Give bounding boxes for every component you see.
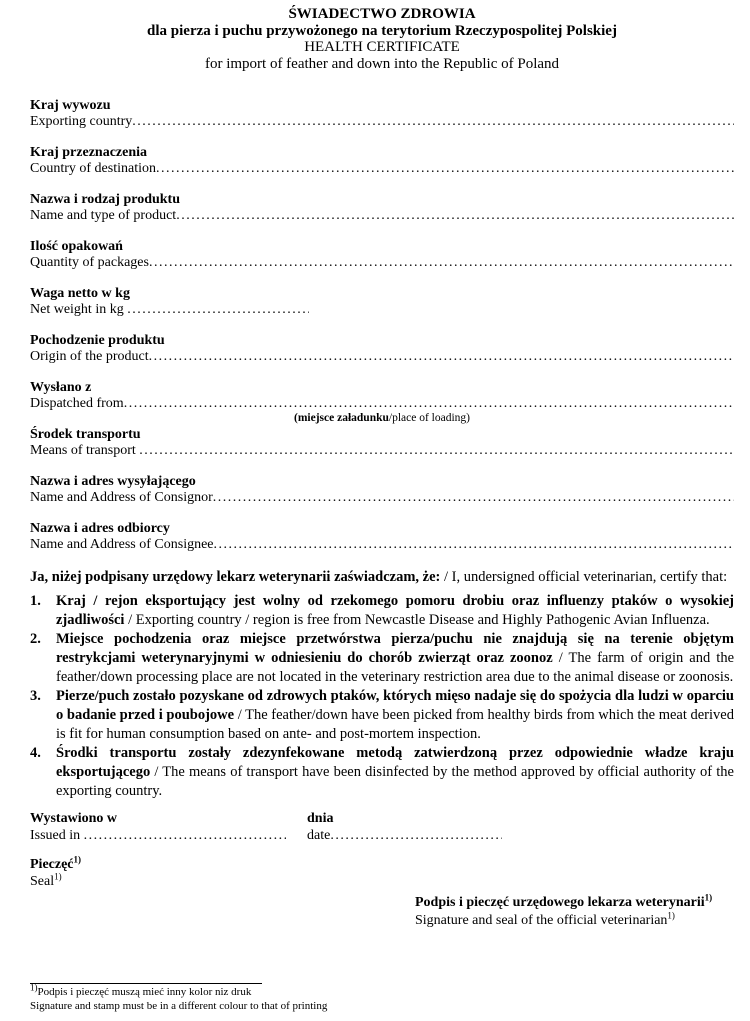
signature-block <box>415 894 734 929</box>
footnote-text-pl: $^{1)}$Podpis i pieczęć muszą mieć inny kolor niz druk <box>30 982 252 998</box>
certification-item-4 <box>30 744 734 801</box>
item-number: 4. <box>30 745 41 761</box>
field-label-pl: Nazwa i rodzaj produktu <box>30 192 181 207</box>
field-quantity-of-packages <box>30 239 734 271</box>
issued-in-label-en: Issued in <box>30 828 84 843</box>
date-block <box>307 810 734 844</box>
veterinarian-declaration: Ja, niżej podpisany urzędowy lekarz weterynarii zaświadczam, że: / I, undersigned official veterinarian, certify that: <box>30 569 728 585</box>
field-net-weight <box>30 286 734 318</box>
field-label-pl: Środek transportu <box>30 427 141 442</box>
field-consignor <box>30 474 734 506</box>
item-text: Miejsce pochodzenia oraz miejsce przetwórstwa pierza/puchu nie znajdują się na terenie objętym restrykcjami weterynaryjnymi w odniesieniu do chorób zwierząt oraz zoonoz / The farm of origin and the feather/down processing place are not located in the veterinary restriction area due to the animal disease or zoonosis. <box>56 631 735 685</box>
consignor-line[interactable] <box>213 490 734 506</box>
item-number: 3. <box>30 688 41 704</box>
quantity-of-packages-line[interactable] <box>149 255 734 271</box>
field-label-pl: Kraj przeznaczenia <box>30 145 148 160</box>
footnote-rule <box>30 983 262 984</box>
field-label-pl: Nazwa i adres odbiorcy <box>30 521 170 536</box>
field-label-pl: Nazwa i adres wysyłającego <box>30 474 196 489</box>
document-title <box>30 6 734 72</box>
footnote <box>30 983 327 1013</box>
field-label-en: Name and Address of Consignor <box>30 490 213 505</box>
footnote-marker: 1) <box>30 982 38 993</box>
field-label-pl: Waga netto w kg <box>30 286 130 301</box>
field-label-en: Means of transport <box>30 443 140 458</box>
item-number: 2. <box>30 631 41 647</box>
country-of-destination-line[interactable] <box>156 161 734 177</box>
field-label-pl: Kraj wywozu <box>30 98 111 113</box>
subtitle-polish: dla pierza i puchu przywożonego na terytorium Rzeczypospolitej Polskiej <box>147 22 617 39</box>
footnote-ref: 1) <box>667 909 675 920</box>
field-label-en: Net weight in kg <box>30 302 128 317</box>
field-label-en: Dispatched from <box>30 396 124 411</box>
field-label-pl: Wysłano z <box>30 380 92 395</box>
date-label-en: date <box>307 828 331 843</box>
certification-list <box>30 592 734 801</box>
field-product-origin <box>30 333 734 365</box>
field-label-en: Origin of the product <box>30 349 149 364</box>
issued-block <box>30 810 734 844</box>
issued-in-line[interactable] <box>84 827 286 844</box>
exporting-country-line[interactable] <box>132 114 734 130</box>
certification-item-1 <box>30 592 734 630</box>
product-origin-line[interactable] <box>149 349 734 365</box>
footnote-ref: 1) <box>704 892 713 903</box>
date-label-pl: dnia <box>307 811 334 826</box>
date-line[interactable] <box>330 827 502 844</box>
field-label-en: Name and type of product <box>30 208 177 223</box>
item-number: 1. <box>30 593 41 609</box>
footnote-text-en: Signature and stamp must be in a different colour to that of printing <box>30 999 328 1012</box>
seal-block <box>30 856 734 890</box>
issued-in-block <box>30 810 307 844</box>
consignee-line[interactable] <box>214 537 734 553</box>
field-country-of-destination <box>30 145 734 177</box>
field-label-pl: Ilość opakowań <box>30 239 123 254</box>
issued-in-label-pl: Wystawiono w <box>30 811 117 826</box>
field-product-name-type <box>30 192 734 224</box>
title-english: HEALTH CERTIFICATE <box>304 39 460 55</box>
item-text: Pierze/puch zostało pozyskane od zdrowych ptaków, których mięso nadaje się do spożycia dla ludzi w oparciu o badanie przed i poubojowe / The feather/down have been picked from healthy birds from which the meat derived is fit for human consumption based on ante- and post-mortem inspection. <box>56 688 734 742</box>
field-label-en: Quantity of packages <box>30 255 149 270</box>
field-label-pl: Pochodzenie produktu <box>30 333 165 348</box>
signature-label-pl: Podpis i pieczęć urzędowego lekarza weterynarii$^{1)}$ <box>415 892 713 910</box>
field-means-of-transport <box>30 427 734 459</box>
footnote-ref: 1) <box>54 871 62 882</box>
field-consignee <box>30 521 734 553</box>
item-text: Kraj / rejon eksportujący jest wolny od rzekomego pomoru drobiu oraz influenzy ptaków o wysokiej zjadliwości / Exporting country / region is free from Newcastle Disease and Highly Pathogenic Avian Influenza. <box>56 593 734 628</box>
signature-label-en: Signature and seal of the official veterinarian$^{1)}$ <box>415 909 675 928</box>
place-of-loading-caption: (miejsce załadunku/place of loading) <box>294 412 470 424</box>
field-dispatched-from <box>30 380 734 425</box>
seal-label-en: Seal$^{1)}$ <box>30 871 62 889</box>
title-polish: ŚWIADECTWO ZDROWIA <box>288 6 476 22</box>
means-of-transport-line[interactable] <box>139 443 734 459</box>
certification-item-3 <box>30 687 734 744</box>
field-label-en: Exporting country <box>30 114 133 129</box>
footnote-ref: 1) <box>73 854 82 865</box>
net-weight-line[interactable] <box>127 302 309 318</box>
field-label-en: Country of destination <box>30 161 156 176</box>
seal-label-pl: Pieczęć$^{1)}$ <box>30 854 82 872</box>
dispatched-from-line[interactable] <box>124 396 734 412</box>
field-label-en: Name and Address of Consignee <box>30 537 214 552</box>
certification-item-2 <box>30 630 734 687</box>
subtitle-english: for import of feather and down into the Republic of Poland <box>204 55 560 72</box>
field-exporting-country <box>30 98 734 130</box>
item-text: Środki transportu zostały zdezynfekowane metodą zatwierdzoną przez odpowiednie władze kraju eksportującego / The means of transport have been disinfected by the method approved by official authority of the exporting country. <box>56 745 734 799</box>
product-name-type-line[interactable] <box>176 208 734 224</box>
